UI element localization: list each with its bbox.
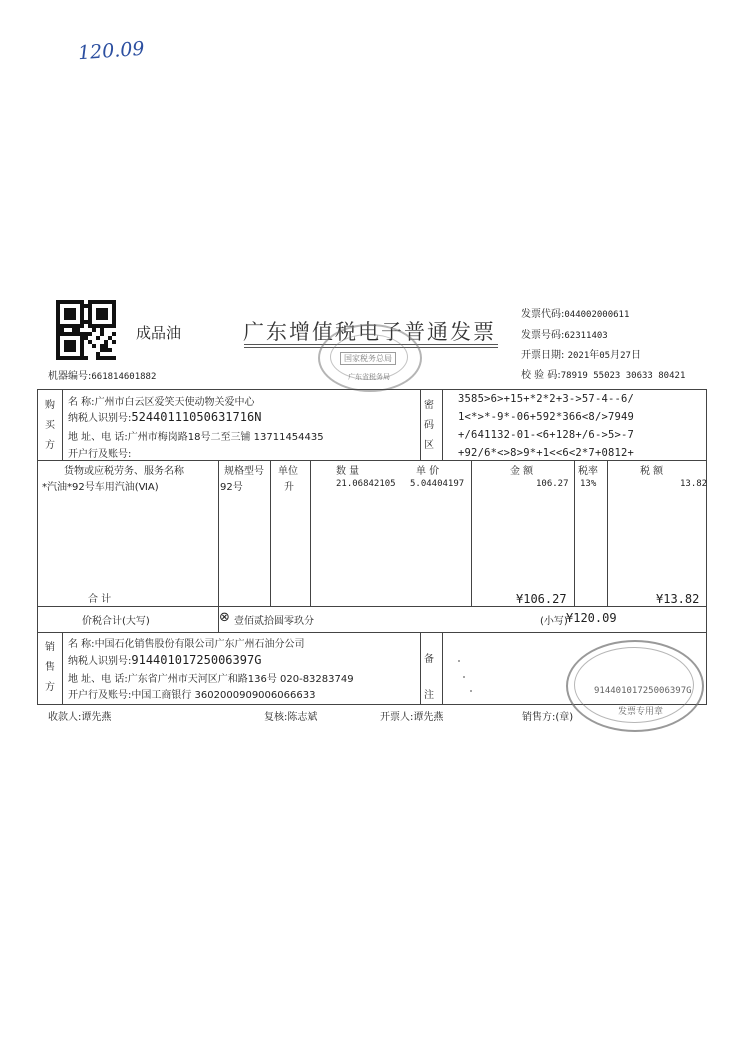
item-spec: 92号: [220, 482, 243, 493]
issuer-signature: 开票人:谭先燕: [380, 712, 444, 723]
product-type-label: 成品油: [136, 324, 182, 342]
seller-taxid-row: 纳税人识别号:91440101725006397G: [68, 653, 262, 667]
seller-taxid: 91440101725006397G: [131, 653, 262, 667]
invoice-number: 62311403: [564, 331, 608, 341]
buyer-name-row: 名 称:广州市白云区爱笑天使动物关爱中心: [68, 397, 255, 408]
item-rate: 13%: [580, 479, 597, 489]
col-header-price: 单 价: [416, 466, 440, 477]
grand-total-label: 价税合计(大写): [82, 616, 150, 627]
invoice-code: 044002000611: [564, 310, 630, 320]
item-name: *汽油*92号车用汽油(ⅥA): [42, 482, 159, 493]
invoice-code-row: 发票代码:044002000611: [521, 309, 630, 320]
buyer-section-label: 购 买 方: [45, 400, 55, 451]
seller-stamp-label: 销售方:(章): [522, 712, 574, 723]
invoice-date-row: 开票日期: 2021年05月27日: [521, 350, 641, 361]
buyer-taxid-row: 纳税人识别号:52440111050631716N: [68, 410, 262, 424]
grand-total-symbol: ⊗: [219, 610, 230, 625]
buyer-address-row: 地 址、电 话:广州市梅岗路18号二至三铺 13711454435: [68, 432, 324, 443]
remarks-section-label: 备 注: [424, 654, 434, 701]
tax-seal-text: 国家税务总局: [340, 352, 396, 365]
col-header-spec: 规格型号: [224, 466, 264, 477]
seal-taxid: 91440101725006397G: [594, 686, 692, 696]
col-header-amount: 金 额: [510, 466, 534, 477]
buyer-address: 广州市梅岗路18号二至三铺 13711454435: [127, 432, 324, 443]
seller-name: 中国石化销售股份有限公司广东广州石油分公司: [94, 639, 305, 650]
col-header-unit: 单位: [278, 466, 298, 477]
seal-label: 发票专用章: [618, 707, 664, 717]
tax-bureau-seal: [318, 324, 422, 392]
item-tax: 13.82: [680, 479, 708, 489]
tax-seal-bottom-text: 广东省税务局: [348, 373, 390, 381]
seller-bank-row: 开户行及账号:中国工商银行 3602000909006066633: [68, 690, 316, 701]
total-amount: ¥106.27: [516, 592, 567, 606]
col-header-qty: 数 量: [336, 466, 360, 477]
company-invoice-seal: [566, 640, 704, 732]
total-tax: ¥13.82: [656, 592, 700, 606]
buyer-bank-row: 开户行及账号:: [68, 449, 132, 460]
col-header-tax: 税 额: [640, 466, 664, 477]
col-header-name: 货物或应税劳务、服务名称: [64, 466, 184, 477]
seller-address-row: 地 址、电 话:广东省广州市天河区广和路136号 020-83283749: [68, 674, 354, 685]
buyer-name: 广州市白云区爱笑天使动物关爱中心: [94, 397, 255, 408]
item-unit: 升: [284, 482, 294, 493]
qr-code: [56, 300, 116, 360]
machine-number: 机器编号:661814601882: [48, 371, 157, 382]
grand-total-lower-label: (小写): [540, 616, 568, 627]
col-header-rate: 税率: [578, 466, 598, 477]
cipher-line: +/641132-01-<6+128+/6->5>-7: [458, 429, 635, 441]
item-price: 5.04404197: [410, 479, 465, 489]
seller-address: 广东省广州市天河区广和路136号 020-83283749: [127, 674, 354, 685]
seller-bank: 中国工商银行 3602000909006066633: [131, 690, 316, 701]
reviewer-signature: 复核:陈志斌: [264, 712, 318, 723]
check-code: 78919 55023 30633 80421: [560, 371, 686, 381]
invoice-number-row: 发票号码:62311403: [521, 330, 608, 341]
check-code-row: 校 验 码:78919 55023 30633 80421: [521, 370, 686, 381]
cipher-section-label: 密 码 区: [424, 400, 434, 451]
payee-signature: 收款人:谭先燕: [48, 712, 112, 723]
cipher-line: 1<*>*-9*-06+592*366<8/>7949: [458, 411, 635, 423]
grand-total-uppercase: 壹佰贰拾圆零玖分: [234, 616, 314, 627]
total-label: 合 计: [88, 594, 112, 605]
grand-total-lowercase: ¥120.09: [566, 611, 617, 625]
cipher-line: +92/6*<>8>9*+1<<6<2*7+0812+: [458, 447, 635, 459]
cipher-line: 3585>6>+15+*2*2+3->57-4--6/: [458, 393, 635, 405]
buyer-taxid: 52440111050631716N: [131, 410, 262, 424]
seller-name-row: 名 称:中国石化销售股份有限公司广东广州石油分公司: [68, 639, 305, 650]
seller-section-label: 销 售 方: [45, 642, 55, 693]
handwritten-note: 120.09: [77, 37, 146, 65]
item-qty: 21.06842105: [336, 479, 396, 489]
invoice-title: 广东增值税电子普通发票: [243, 320, 496, 344]
item-amount: 106.27: [536, 479, 569, 489]
